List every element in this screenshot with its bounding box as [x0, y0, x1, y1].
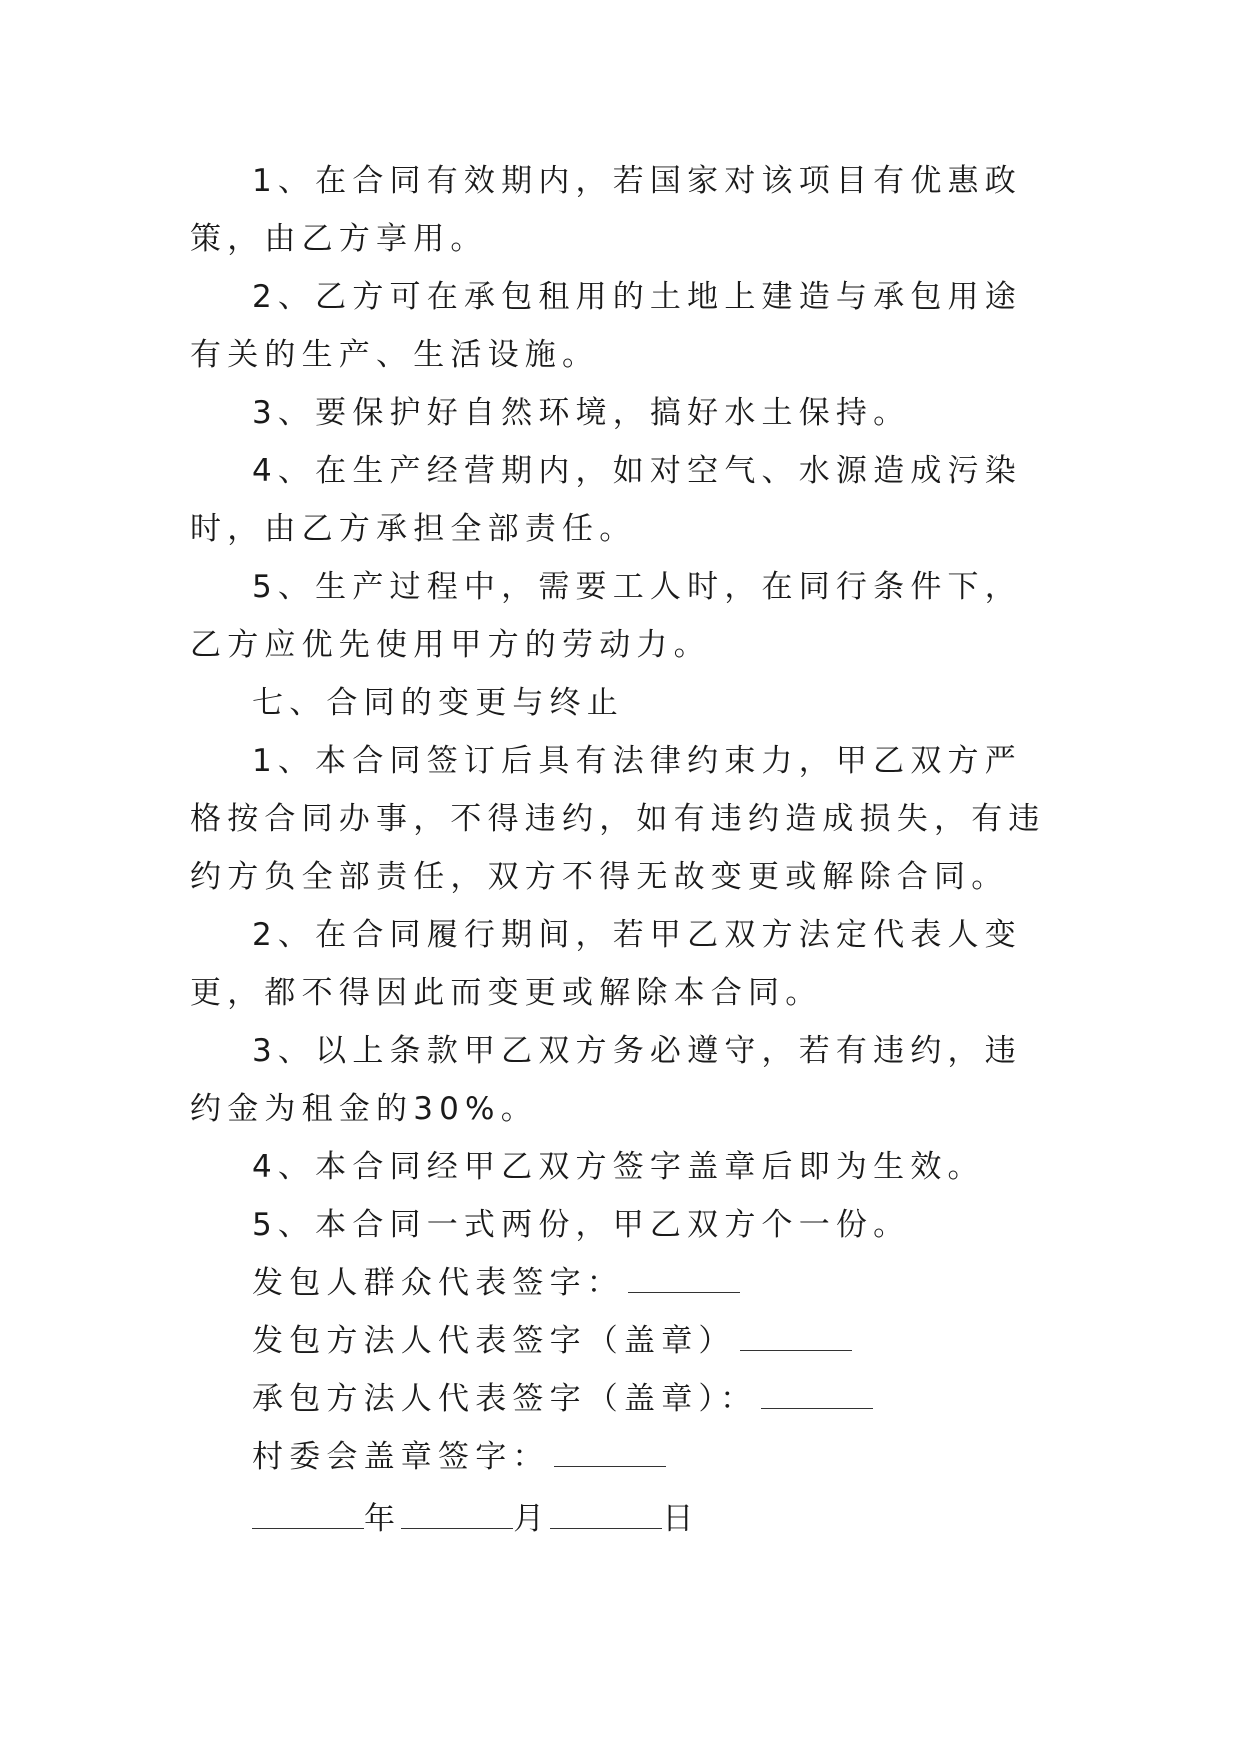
signature-blank [761, 1382, 873, 1409]
signature-contractor-legal-rep-label: 承包方法人代表签字（盖章）： [252, 1381, 758, 1417]
date-month-label: 月 [513, 1501, 551, 1537]
date-day-label: 日 [662, 1501, 700, 1537]
section-seven-item-2: 2、在合同履行期间，若甲乙双方法定代表人变更，都不得因此而变更或解除本合同。 [190, 917, 1022, 1011]
section-seven-item-3: 3、以上条款甲乙双方务必遵守，若有违约，违约金为租金的30%。 [190, 1033, 1022, 1127]
date-day-blank [550, 1502, 662, 1529]
signature-blank [554, 1440, 666, 1467]
section-seven-heading: 七、合同的变更与终止 [252, 685, 624, 721]
signature-blank [628, 1266, 740, 1293]
signature-village-committee-label: 村委会盖章签字： [252, 1439, 550, 1475]
section-six-item-3: 3、要保护好自然环境，搞好水土保持。 [252, 395, 911, 431]
signature-issuer-public-rep-label: 发包人群众代表签字： [252, 1265, 624, 1301]
signature-issuer-public-rep [190, 1254, 1052, 1312]
date-year-label: 年 [364, 1501, 402, 1537]
signature-blank [740, 1324, 852, 1351]
document-body [190, 152, 1052, 1548]
section-six-item-5: 5、生产过程中，需要工人时，在同行条件下，乙方应优先使用甲方的劳动力。 [190, 569, 1022, 663]
section-six-item-2: 2、乙方可在承包租用的土地上建造与承包用途有关的生产、生活设施。 [190, 279, 1022, 373]
section-six-item-1: 1、在合同有效期内，若国家对该项目有优惠政策，由乙方享用。 [190, 163, 1022, 257]
section-seven-item-1: 1、本合同签订后具有法律约束力，甲乙双方严格按合同办事，不得违约，如有违约造成损失，有违约方负全部责任，双方不得无故变更或解除合同。 [190, 743, 1046, 895]
date-month-blank [401, 1502, 513, 1529]
section-seven-item-4: 4、本合同经甲乙双方签字盖章后即为生效。 [252, 1149, 985, 1185]
signature-village-committee [190, 1428, 1052, 1486]
signature-date [190, 1490, 1052, 1548]
section-seven-item-5: 5、本合同一式两份，甲乙双方个一份。 [252, 1207, 911, 1243]
signature-issuer-legal-rep-label: 发包方法人代表签字（盖章） [252, 1323, 736, 1359]
section-six-item-4: 4、在生产经营期内，如对空气、水源造成污染时，由乙方承担全部责任。 [190, 453, 1022, 547]
signature-issuer-legal-rep [190, 1312, 1052, 1370]
date-year-blank [252, 1502, 364, 1529]
signature-contractor-legal-rep [190, 1370, 1052, 1428]
